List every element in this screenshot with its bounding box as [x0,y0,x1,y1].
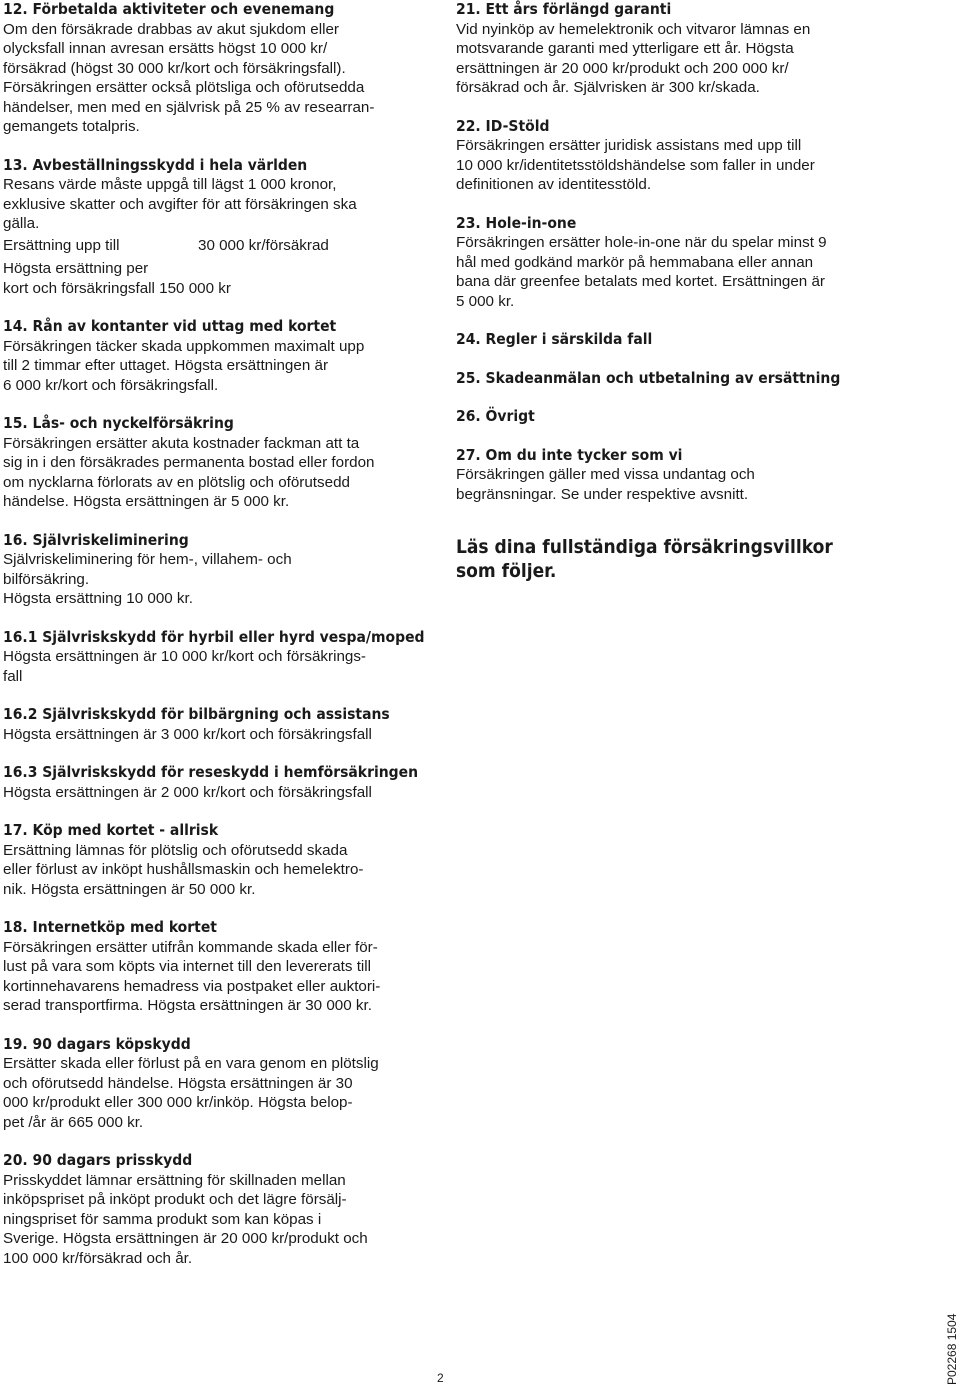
section-heading: 14. Rån av kontanter vid uttag med kortet [3,317,337,335]
section-body: Försäkringen täcker skada uppkommen maximalt upp till 2 timmar efter uttaget. Högsta ersättningen är 6 000 kr/kort och försäkringsfall. [3,337,365,394]
section-heading: 17. Köp med kortet - allrisk [3,821,219,839]
section-body: Vid nyinköp av hemelektronik och vitvaror lämnas en motsvarande garanti med ytterligare ett år. Högsta ersättningen är 20 000 kr/produkt och 200 000 kr/ försäkrad och år. Självrisken är 300 kr/skada. [456,20,811,96]
section-23 [456,214,896,312]
section-27 [456,446,896,505]
closing-note: Läs dina fullständiga försäkringsvillkor som följer. [456,536,833,582]
section-17 [3,821,439,899]
section-body: Ersätter skada eller förlust på en vara genom en plötslig och oförutsedd händelse. Högsta ersättningen är 30 000 kr/produkt eller 300 000 kr/inköp. Högsta belop- pet /år är 665 000 kr. [3,1055,379,1131]
section-heading: 16.3 Självriskskydd för reseskydd i hemförsäkringen [3,763,419,781]
section-heading: 16. Självriskeliminering [3,530,189,549]
section-24 [456,330,896,350]
section-body: Försäkringen ersätter akuta kostnader fackman att ta sig in i den försäkrades permanenta bostad eller fordon om nycklarna förlorats av en plötslig och oförutsedd händelse. Högsta ersättningen är 5 000 kr. [3,434,375,510]
section-heading: 20. 90 dagars prisskydd [3,1151,193,1169]
section-heading: 26. Övrigt [456,407,535,425]
section-20 [3,1151,439,1268]
section-15 [3,414,439,512]
section-heading: 13. Avbeställningsskydd i hela världen [3,155,308,174]
section-heading: 22. ID-Stöld [456,116,550,135]
section-body: Om den försäkrade drabbas av akut sjukdom eller olycksfall innan avresan ersätts högst 10 000 kr/ försäkrad (högst 30 000 kr/kort och försäkringsfall). Försäkringen ersätter också plötsliga och oförutsedda händelser, men med en självrisk på 25 % av researran- gemangets totalpris. [3,20,375,135]
compensation-label: Ersättning upp till [3,236,120,254]
section-body: Prisskyddet lämnar ersättning för skillnaden mellan inköpspriset på inköpt produkt och det lägre försälj- ningspriset för samma produkt som kan köpas i Sverige. Högsta ersättningen är 20 000 kr/produkt och 100 000 kr/försäkrad och år. [3,1171,368,1267]
section-19 [3,1035,439,1133]
section-heading: 27. Om du inte tycker som vi [456,445,683,464]
section-heading: 15. Lås- och nyckelförsäkring [3,414,234,432]
section-body: Ersättning lämnas för plötslig och oförutsedd skada eller förlust av inköpt hushållsmaskin och hemelektro- nik. Högsta ersättningen är 50 000 kr. [3,841,364,898]
section-heading: 21. Ett års förlängd garanti [456,0,672,18]
section-heading: 16.2 Självriskskydd för bilbärgning och assistans [3,705,390,723]
section-26 [456,407,896,427]
compensation-row [3,236,439,256]
section-heading: 23. Hole-in-one [456,213,577,232]
section-body: Försäkringen ersätter juridisk assistans med upp till 10 000 kr/identitetsstöldshändelse som faller in under definitionen av identitesstöld. [456,137,815,193]
section-body: Resans värde måste uppgå till lägst 1 000 kronor, exklusive skatter och avgifter för att försäkringen ska gälla. [3,176,357,232]
section-21 [456,0,896,98]
section-14 [3,317,439,395]
section-25 [456,369,896,389]
section-body: Högsta ersättningen är 10 000 kr/kort och försäkrings- fall [3,648,366,685]
section-body: Försäkringen gäller med vissa undantag och begränsningar. Se under respektive avsnitt. [456,466,755,503]
section-heading: 24. Regler i särskilda fall [456,330,653,348]
section-heading: 18. Internetköp med kortet [3,918,217,936]
right-column [456,0,896,583]
max-compensation: Högsta ersättning per kort och försäkringsfall 150 000 kr [3,260,231,297]
section-16-1 [3,628,439,687]
section-body: Högsta ersättningen är 2 000 kr/kort och försäkringsfall [3,783,372,801]
section-13 [3,156,439,299]
section-body: Försäkringen ersätter utifrån kommande skada eller för- lust på vara som köpts via internet till den levererats till kortinnehavarens hemadress via postpaket eller auktori- serad transportfirma. Högsta ersättningen är 30 000 kr. [3,938,381,1014]
page-number: 2 [437,1371,444,1385]
section-heading: 25. Skadeanmälan och utbetalning av ersättning [456,368,841,387]
compensation-value: 30 000 kr/försäkrad [198,236,329,254]
document-code: P02268 1504 [945,1313,959,1385]
section-body: Självriskeliminering för hem-, villahem- och bilförsäkring. Högsta ersättning 10 000 kr. [3,551,292,607]
section-12 [3,0,439,137]
section-22 [456,117,896,195]
section-16-3 [3,763,439,802]
left-column [3,0,439,1268]
section-heading: 16.1 Självriskskydd för hyrbil eller hyrd vespa/moped [3,627,425,646]
section-18 [3,918,439,1016]
section-body: Försäkringen ersätter hole-in-one när du spelar minst 9 hål med godkänd markör på hemmabana eller annan bana där greenfee betalats med kortet. Ersättningen är 5 000 kr. [456,234,827,310]
section-16-2 [3,705,439,744]
section-body: Högsta ersättningen är 3 000 kr/kort och försäkringsfall [3,725,372,743]
section-heading: 19. 90 dagars köpskydd [3,1034,191,1053]
section-heading: 12. Förbetalda aktiviteter och evenemang [3,0,335,18]
section-16 [3,531,439,609]
